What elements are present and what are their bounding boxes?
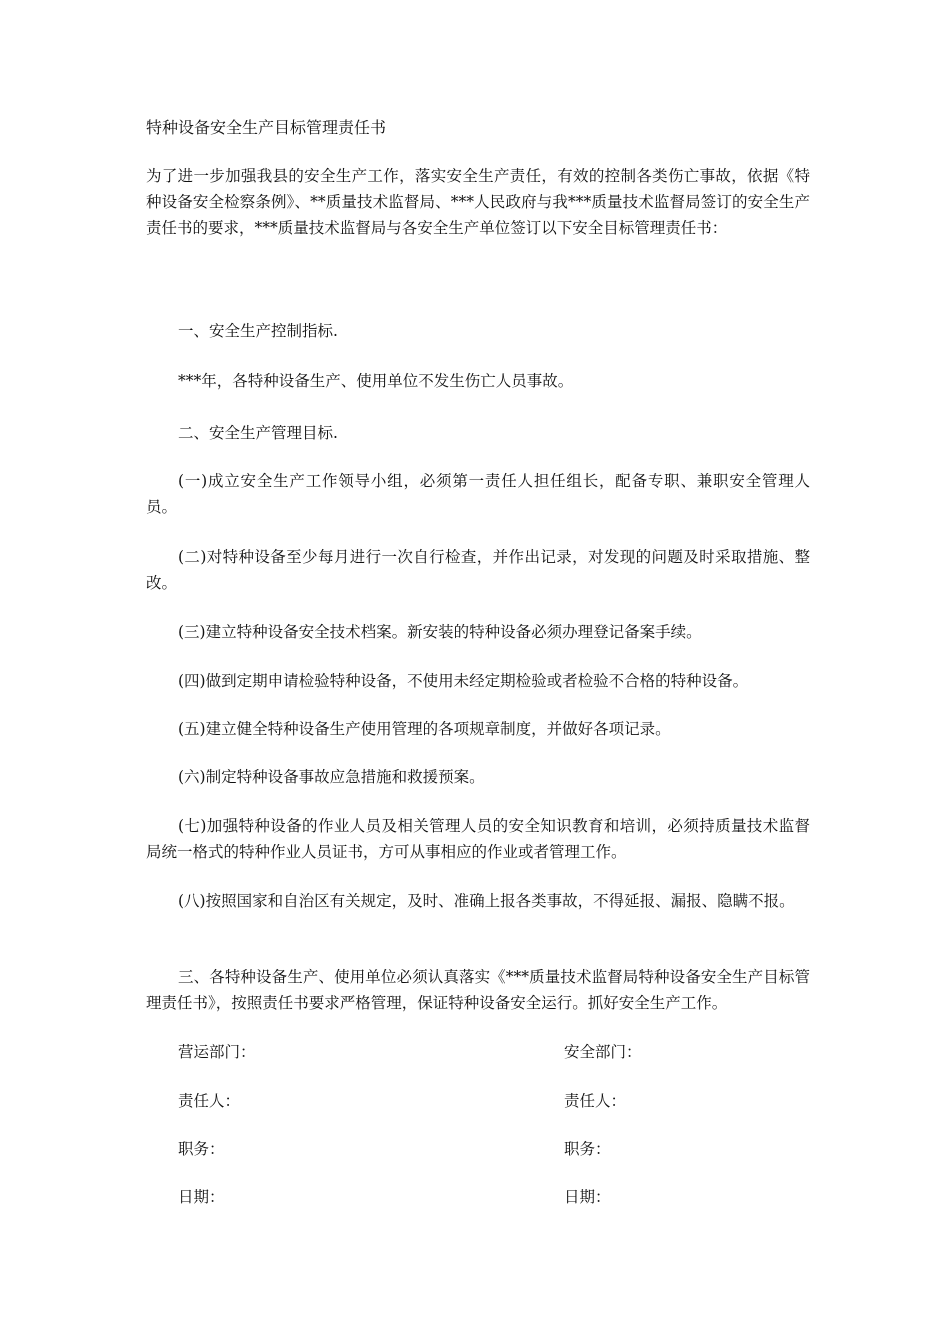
list-item: (五)建立健全特种设备生产使用管理的各项规章制度，并做好各项记录。	[178, 720, 671, 738]
section-1-text: ***年，各特种设备生产、使用单位不发生伤亡人员事故。	[178, 372, 574, 390]
list-item: (一)成立安全生产工作领导小组，必须第一责任人担任组长，配备专职、兼职安全管理人员。	[146, 472, 810, 516]
list-item: (二)对特种设备至少每月进行一次自行检查，并作出记录，对发现的问题及时采取措施、整改。	[146, 548, 810, 592]
section-2-heading: 二、安全生产管理目标.	[178, 424, 338, 442]
intro-paragraph: 为了进一步加强我县的安全生产工作，落实安全生产责任，有效的控制各类伤亡事故，依据《特种设备安全检察条例》、**质量技术监督局、***人民政府与我***质量技术监督局签订的安全生产责任书的要求，***质量技术监督局与各安全生产单位签订以下安全目标管理责任书：	[146, 167, 810, 237]
signature-date-left: 日期：	[178, 1188, 225, 1206]
section-3-text: 三、各特种设备生产、使用单位必须认真落实《***质量技术监督局特种设备安全生产目标管理责任书》，按照责任书要求严格管理，保证特种设备安全运行。抓好安全生产工作。	[146, 968, 810, 1012]
signature-responsible-person-right: 责任人：	[564, 1092, 627, 1110]
list-item: (四)做到定期申请检验特种设备，不使用未经定期检验或者检验不合格的特种设备。	[178, 672, 749, 690]
signature-position-right: 职务：	[564, 1140, 611, 1158]
list-item: (六)制定特种设备事故应急措施和救援预案。	[178, 768, 485, 786]
signature-position-left: 职务：	[178, 1140, 225, 1158]
signature-safety-dept: 安全部门：	[564, 1043, 642, 1061]
signature-responsible-person-left: 责任人：	[178, 1092, 241, 1110]
signature-date-right: 日期：	[564, 1188, 611, 1206]
list-item: (八)按照国家和自治区有关规定，及时、准确上报各类事故，不得延报、漏报、隐瞒不报。	[178, 892, 795, 910]
section-1-heading: 一、安全生产控制指标.	[178, 322, 338, 340]
signature-operations-dept: 营运部门：	[178, 1043, 256, 1061]
list-item: (七)加强特种设备的作业人员及相关管理人员的安全知识教育和培训，必须持质量技术监督局统一格式的特种作业人员证书，方可从事相应的作业或者管理工作。	[146, 817, 810, 861]
document-title: 特种设备安全生产目标管理责任书	[146, 118, 387, 137]
list-item: (三)建立特种设备安全技术档案。新安装的特种设备必须办理登记备案手续。	[178, 623, 702, 641]
